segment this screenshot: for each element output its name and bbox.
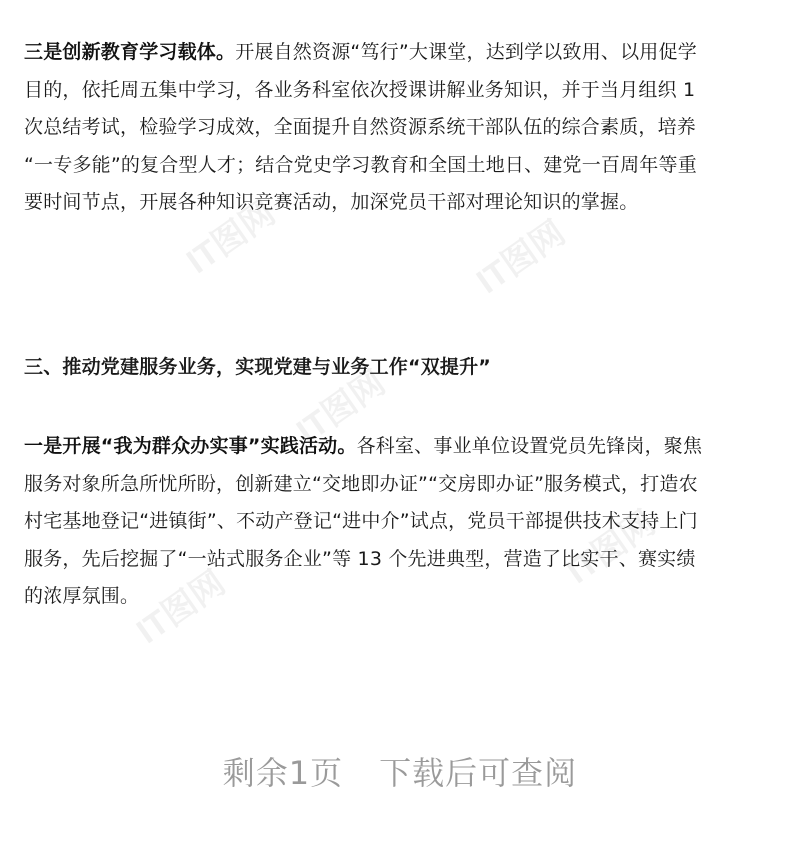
download-prompt[interactable] [0,748,800,794]
paragraph-lead: 一是开展“我为群众办实事”实践活动。 [24,435,357,457]
paragraph-lead: 三是创新教育学习载体。 [24,41,236,63]
download-to-view-label[interactable]: 下载后可查阅 [379,754,578,792]
text-line: 服务对象所急所忧所盼，创新建立“交地即办证”“交房即办证”服务模式，打造农 [24,472,698,495]
text-line: 服务，先后挖掘了“一站式服务企业”等 13 个先进典型，营造了比实干、赛实绩 [24,547,696,570]
text-line [24,428,776,466]
text-line: 目的，依托周五集中学习，各业务科室依次授课讲解业务知识，并于当月组织 1 [24,78,696,101]
paragraph-text: 各科室、事业单位设置党员先锋岗，聚焦 [356,435,703,457]
watermark-logo: IT图网 [559,503,663,592]
text-line: 要时间节点，开展各种知识竞赛活动，加深党员干部对理论知识的掌握。 [24,191,639,214]
watermark-logo: IT图网 [129,563,233,652]
paragraph-text: 开展自然资源“笃行”大课堂，达到学以致用、以用促学 [235,41,697,63]
text-line: “一专多能”的复合型人才；结合党史学习教育和全国土地日、建党一百周年等重 [24,153,697,176]
watermark-logo: IT图网 [469,213,573,302]
watermark-logo: IT图网 [289,363,393,452]
remaining-pages-label[interactable]: 剩余1页 [222,754,344,792]
watermark-logo: IT图网 [179,193,283,282]
text-line [24,34,776,72]
text-line: 村宅基地登记“进镇街”、不动产登记“进中介”试点，党员干部提供技术支持上门 [24,510,698,533]
paragraph-practice-activity [24,428,776,616]
text-line: 的浓厚氛围。 [24,585,140,608]
section-heading: 三、推动党建服务业务，实现党建与业务工作“双提升” [24,356,491,378]
text-line: 次总结考试，检验学习成效，全面提升自然资源系统干部队伍的综合素质，培养 [24,116,697,139]
paragraph-education-carrier [24,34,776,222]
